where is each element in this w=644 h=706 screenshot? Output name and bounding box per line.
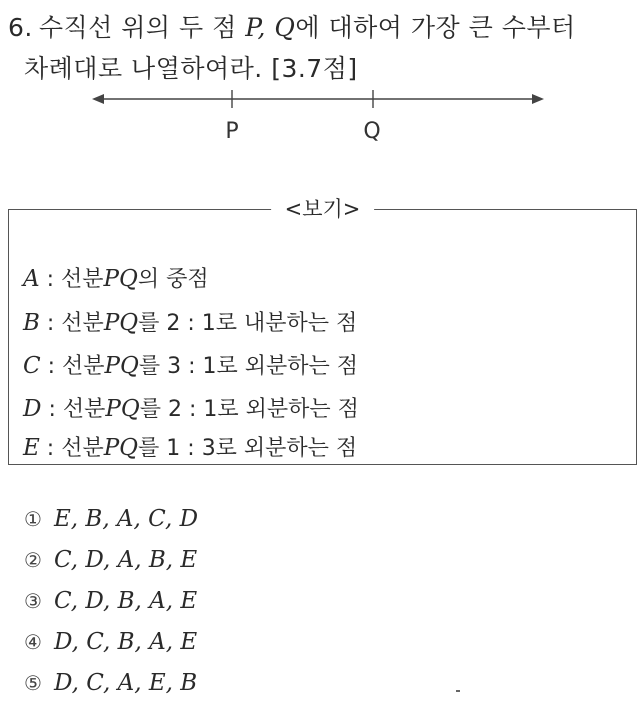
answer-choice-5[interactable]	[24, 670, 197, 696]
left-arrowhead-icon	[92, 94, 104, 104]
example-description: 를 1 : 3로 외분하는 점	[138, 436, 358, 461]
choice-sequence: E, B, A, C, D	[54, 506, 199, 532]
question-text-prefix: 수직선 위의 두 점	[38, 13, 237, 42]
example-separator: : 선분	[39, 311, 104, 336]
example-description: 를 2 : 1로 외분하는 점	[139, 397, 359, 422]
choice-marker: ②	[24, 548, 42, 572]
example-description: 를 3 : 1로 외분하는 점	[138, 354, 358, 379]
example-letter: E	[23, 435, 40, 461]
choice-marker: ⑤	[24, 671, 42, 695]
example-description: 를 2 : 1로 내분하는 점	[138, 311, 358, 336]
example-separator: : 선분	[39, 267, 104, 292]
choice-sequence: D, C, A, E, B	[54, 670, 198, 696]
example-segment: PQ	[103, 435, 139, 461]
example-item-b	[23, 306, 357, 337]
example-separator: : 선분	[40, 354, 105, 379]
example-box-title: <보기>	[271, 193, 375, 223]
example-letter: D	[23, 396, 42, 422]
question-line-2: 차례대로 나열하여라. [3.7점]	[24, 54, 358, 83]
question-number: 6.	[8, 13, 33, 42]
example-segment: PQ	[104, 353, 139, 379]
question-points: P, Q	[245, 13, 296, 42]
example-segment: PQ	[103, 266, 138, 292]
example-box	[8, 197, 637, 465]
example-item-c	[23, 349, 358, 380]
answer-choice-1[interactable]	[24, 506, 198, 532]
question-line-1	[8, 8, 576, 44]
example-letter: B	[23, 310, 40, 336]
choice-sequence: C, D, A, B, E	[54, 547, 198, 573]
example-segment: PQ	[105, 396, 140, 422]
answer-choice-2[interactable]	[24, 547, 197, 573]
choice-sequence: C, D, B, A, E	[54, 588, 198, 614]
choice-marker: ③	[24, 589, 42, 613]
point-p-label: P	[225, 119, 239, 144]
example-item-a	[23, 262, 209, 293]
question-text-suffix: 에 대하여 가장 큰 수부터	[295, 13, 576, 42]
answer-choice-4[interactable]	[24, 629, 197, 655]
example-item-e	[23, 431, 357, 462]
number-line-figure	[0, 80, 644, 150]
example-item-d	[23, 392, 359, 423]
example-letter: C	[23, 353, 41, 379]
choice-marker: ①	[24, 507, 42, 531]
example-segment: PQ	[103, 310, 139, 336]
choice-sequence: D, C, B, A, E	[54, 629, 198, 655]
choice-marker: ④	[24, 630, 42, 654]
example-description: 의 중점	[137, 267, 209, 292]
example-separator: : 선분	[41, 397, 106, 422]
right-arrowhead-icon	[532, 94, 544, 104]
scan-speck	[456, 690, 460, 692]
example-separator: : 선분	[39, 436, 104, 461]
point-q-label: Q	[363, 119, 381, 144]
answer-choice-3[interactable]	[24, 588, 197, 614]
example-letter: A	[23, 266, 40, 292]
